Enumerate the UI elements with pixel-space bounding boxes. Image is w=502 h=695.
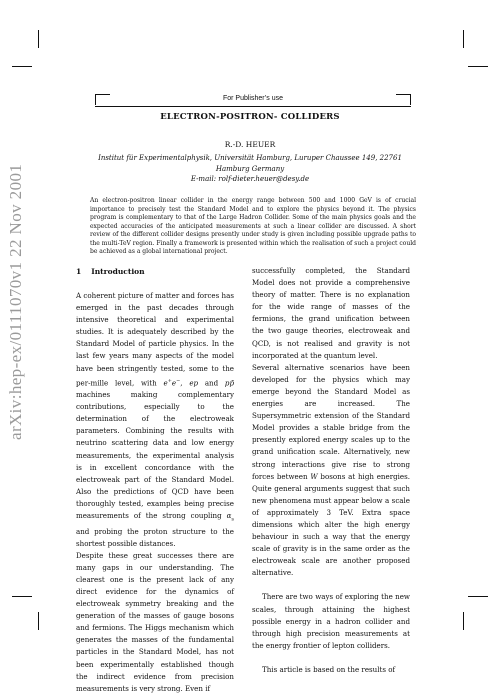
crop-mark — [38, 612, 39, 630]
crop-mark — [468, 596, 488, 597]
header-bracket-right — [396, 94, 411, 105]
section-heading — [76, 267, 145, 276]
paragraph: Despite these great successes there are many gaps in our understanding. The clearest one is the present lack of any direct evidence for the dynamics of electroweak symmetry breaking and the generation of the masses of gauge bosons and fermions. The Higgs mechanism which generates the masses of the fundamental particles in the Standard Model, has not been experimentally established though the indirect evidence from precision measurements is very strong. Even if — [76, 550, 234, 693]
author-email[interactable]: E-mail: rolf-dieter.heuer@desy.de — [190, 175, 310, 183]
text-column-left — [76, 290, 234, 695]
arxiv-stamp: arXiv:hep-ex/0111070v1 22 Nov 2001 — [6, 163, 25, 440]
running-header-text: For Publisher’s use — [222, 95, 284, 102]
paper-title: ELECTRON-POSITRON- COLLIDERS — [160, 112, 340, 122]
crop-mark — [12, 596, 32, 597]
crop-mark — [38, 30, 39, 48]
affiliation-line1: Institut für Experimentalphysik, Universität Hamburg, Luruper Chaussee 149, 22761 — [98, 154, 402, 162]
paragraph: successfully completed, the Standard Model does not provide a comprehensive theory of matter. There is no explanation for the wide range of masses of the fermions, the grand unification between the two gauge theories, electroweak and QCD, is not realised and gravity is not incorporated at the quantum level. — [252, 266, 410, 360]
crop-mark — [468, 66, 488, 67]
author: R.-D. HEUER — [224, 140, 276, 149]
paragraph: This article is based on the results of — [262, 664, 396, 674]
paragraph: A coherent picture of matter and forces has emerged in the past decades through intensive theoretical and experimental studies. It is adequately described by the Standard Model of particle physics. In the last few years many aspects of the model have been stringently tested, some to the per-mille level, with e+e−, ep and pp̄ machines making complementary contributions, especially to the determination of the electroweak parameters. Combining the results with neutrino scattering data and low energy measurements, the experimental analysis is in excellent concordance with the electroweak part of the Standard Model. Also the predictions of QCD have been thoroughly tested, examples being precise measurements of the strong coupling $\alpha_s$ and probing the proton structure to the shortest possible distances. — [76, 291, 234, 548]
affiliation — [70, 153, 430, 185]
affiliation-line2: Hamburg Germany — [215, 164, 285, 173]
crop-mark — [463, 612, 464, 630]
abstract: An electron-positron linear collider in the energy range between 500 and 1000 GeV is of crucial importance to precisely test the Standard Model and to explore the physics beyond it. The physics program is complementary to that of the Large Hadron Collider. Some of the main physics goals and the expected accuracies of the anticipated measurements at such a linear collider are discussed. A short review of the different collider designs presently under study is given including possible upgrade paths to the multi-TeV region. Finally a framework is presented within which the realisation of such a project could be achieved as a global international project. — [90, 197, 416, 255]
paragraph: There are two ways of exploring the new scales, through attaining the highest possible energy in a hadron collider and through high precision measurements at the energy frontier of lepton colliders. — [252, 592, 410, 650]
section-number: 1 — [76, 267, 82, 276]
text-column-right — [252, 265, 410, 676]
section-title: Introduction — [91, 267, 145, 276]
crop-mark — [12, 66, 32, 67]
running-header — [95, 94, 411, 107]
paragraph: Several alternative scenarios have been developed for the physics which may emerge beyond the Standard Model as energies are increased. The Supersymmetric extension of the Standard Model provides a stable bridge from the presently explored energy scales up to the grand unification scale. Alternatively, new strong interactions give rise to strong forces between W bosons at high energies. Quite general arguments suggest that such new phenomena must appear below a scale of approximately 3 TeV. Extra space dimensions which alter the high energy behaviour in such a way that the energy scale of gravity is in the same order as the electroweak scale are another proposed alternative. — [252, 362, 410, 578]
crop-mark — [463, 30, 464, 48]
